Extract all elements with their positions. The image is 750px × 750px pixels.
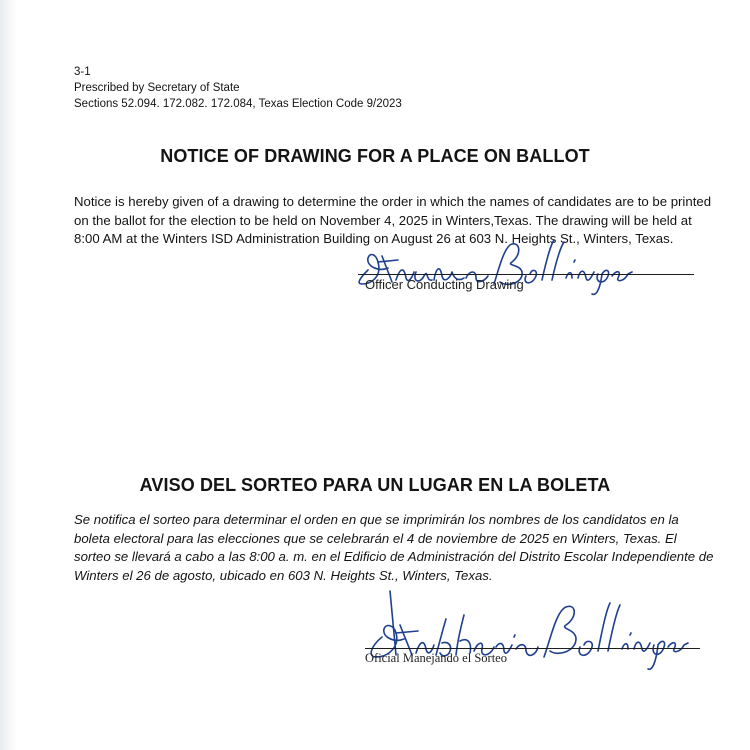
form-header (74, 64, 402, 112)
form-number: 3-1 (74, 66, 91, 78)
scan-edge-shadow (0, 0, 16, 750)
code-sections: Sections 52.094. 172.082. 172.084, Texas Election Code 9/2023 (74, 98, 402, 110)
signature-label-en: Officer Conducting Drawing (365, 277, 524, 292)
prescribed-by: Prescribed by Secretary of State (74, 82, 240, 94)
aviso-title: AVISO DEL SORTEO PARA UN LUGAR EN LA BOLETA (139, 475, 611, 495)
notice-body: Notice is hereby given of a drawing to determine the order in which the names of candidates are to be printed on the ballot for the election to be held on November 4, 2025 in Winters,Texas. The drawing will be held at 8:00 AM at the Winters ISD Administration Building on August 26 at 603 N. Heights St., Winters, Texas. (74, 194, 712, 246)
aviso-body: Se notifica el sorteo para determinar el orden en que se imprimirán los nombres de los candidatos en la boleta electoral para las elecciones que se celebrarán el 4 de noviembre de 2025 en Winters, Texas. El sorteo se llevará a cabo a las 8:00 a. m. en el Edificio de Administración del Distrito Escolar Independiente de Winters el 26 de agosto, ubicado en 603 N. Heights St., Winters, Texas. (74, 512, 714, 583)
signature-label-es: Oficial Manejando el Sorteo (365, 651, 507, 665)
signature-line-en (358, 274, 694, 275)
notice-title: NOTICE OF DRAWING FOR A PLACE ON BALLOT (160, 146, 590, 166)
signature-line-es (365, 648, 700, 649)
